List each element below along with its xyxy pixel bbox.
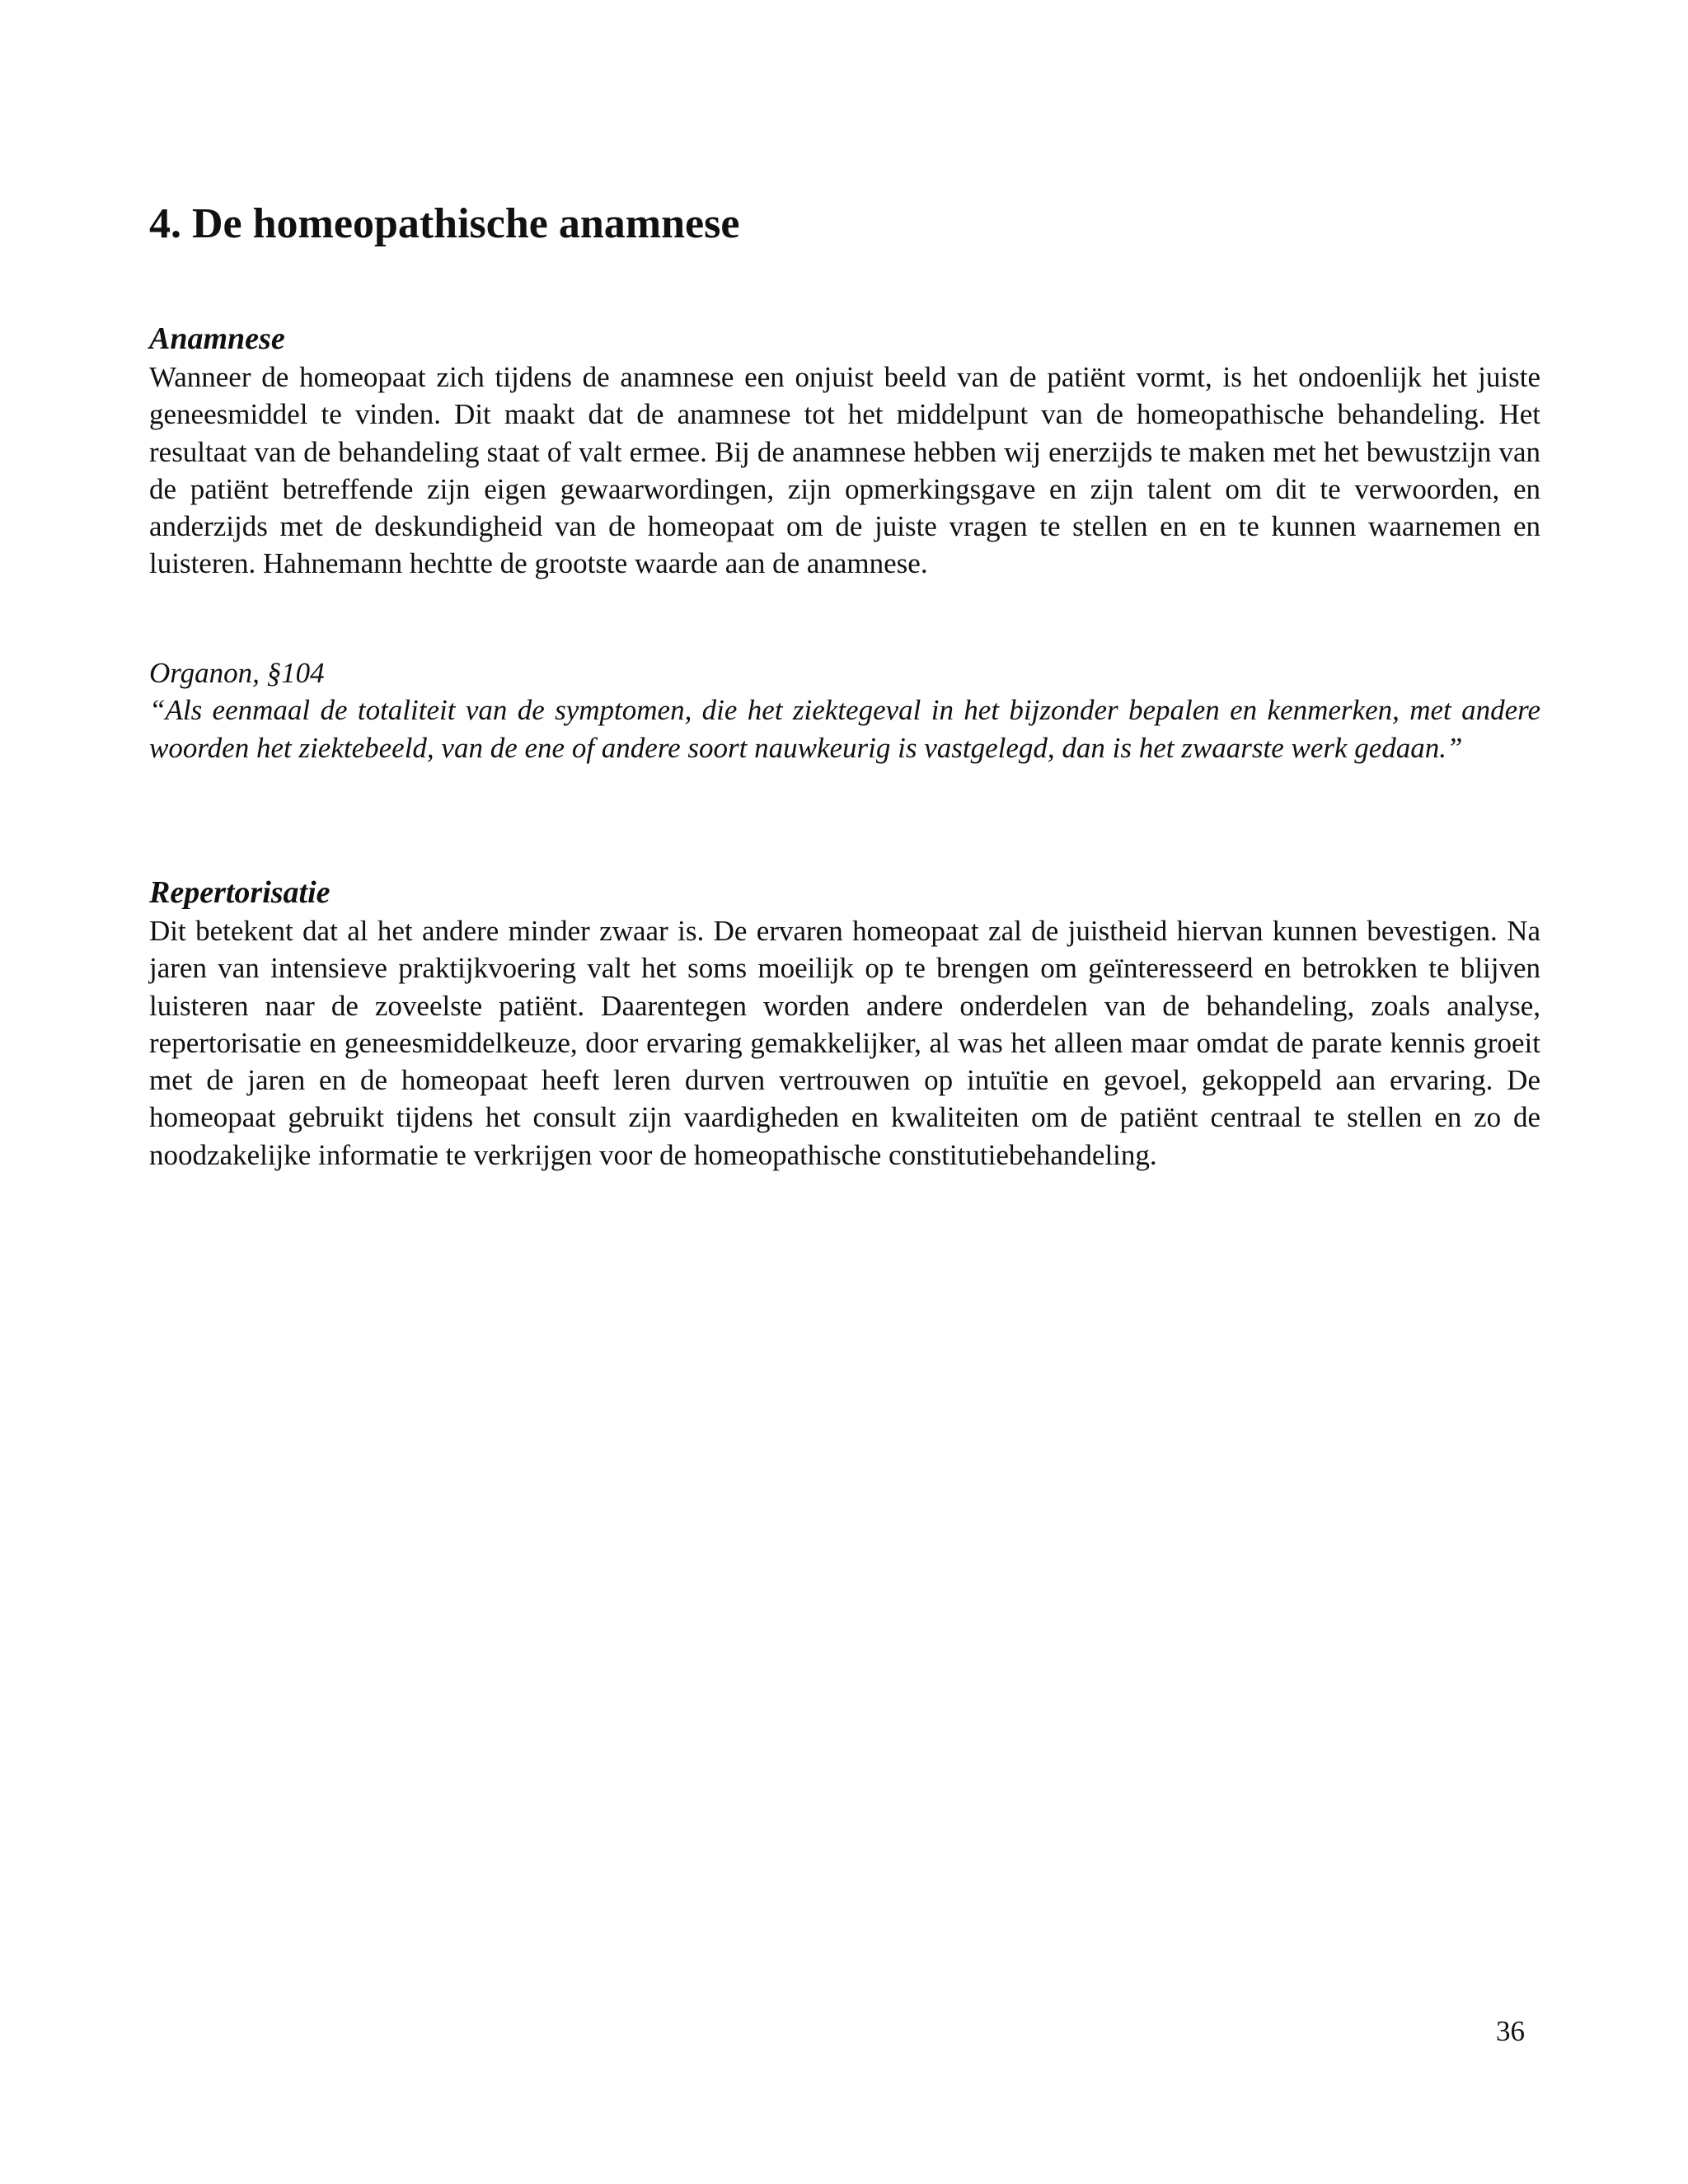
quote-block	[149, 654, 1540, 766]
chapter-title: 4. De homeopathische anamnese	[149, 200, 740, 247]
section-repertorisatie	[149, 874, 1540, 1174]
page-number: 36	[1496, 2015, 1525, 2047]
paragraph-anamnese: Wanneer de homeopaat zich tijdens de anamnese een onjuist beeld van de patiënt vormt, is het ondoenlijk het juiste geneesmiddel te vinden. Dit maakt dat de anamnese tot het middelpunt van de homeopathische behandeling. Het resultaat van de behandeling staat of valt ermee. Bij de anamnese hebben wij enerzijds te maken met het bewustzijn van de patiënt betreffende zijn eigen gewaarwordingen, zijn opmerkingsgave en zijn talent om dit te verwoorden, en anderzijds met de deskundigheid van de homeopaat om de juiste vragen te stellen en en te kunnen waarnemen en luisteren. Hahnemann hechtte de grootste waarde aan de anamnese.	[149, 361, 1540, 580]
quote-text: “Als eenmaal de totaliteit van de symptomen, die het ziektegeval in het bijzonder bepalen en kenmerken, met andere woorden het ziektebeeld, van de ene of andere soort nauwkeurig is vastgelegd, dan is het zwaarste werk gedaan.”	[149, 694, 1540, 764]
quote-source: Organon, §104	[149, 657, 325, 689]
section-heading-anamnese: Anamnese	[149, 321, 285, 356]
section-anamnese	[149, 320, 1540, 583]
document-page	[149, 0, 1540, 2184]
section-heading-repertorisatie: Repertorisatie	[149, 875, 331, 910]
paragraph-repertorisatie: Dit betekent dat al het andere minder zwaar is. De ervaren homeopaat zal de juistheid hiervan kunnen bevestigen. Na jaren van intensieve praktijkvoering valt het soms moeilijk op te brengen om geïnteresseerd en betrokken te blijven luisteren naar de zoveelste patiënt. Daarentegen worden andere onderdelen van de behandeling, zoals analyse, repertorisatie en geneesmiddelkeuze, door ervaring gemakkelijker, al was het alleen maar omdat de parate kennis groeit met de jaren en de homeopaat heeft leren durven vertrouwen op intuïtie en gevoel, gekoppeld aan ervaring. De homeopaat gebruikt tijdens het consult zijn vaardigheden en kwaliteiten om de patiënt centraal te stellen en zo de noodzakelijke informatie te verkrijgen voor de homeopathische constitutiebehandeling.	[149, 915, 1540, 1171]
